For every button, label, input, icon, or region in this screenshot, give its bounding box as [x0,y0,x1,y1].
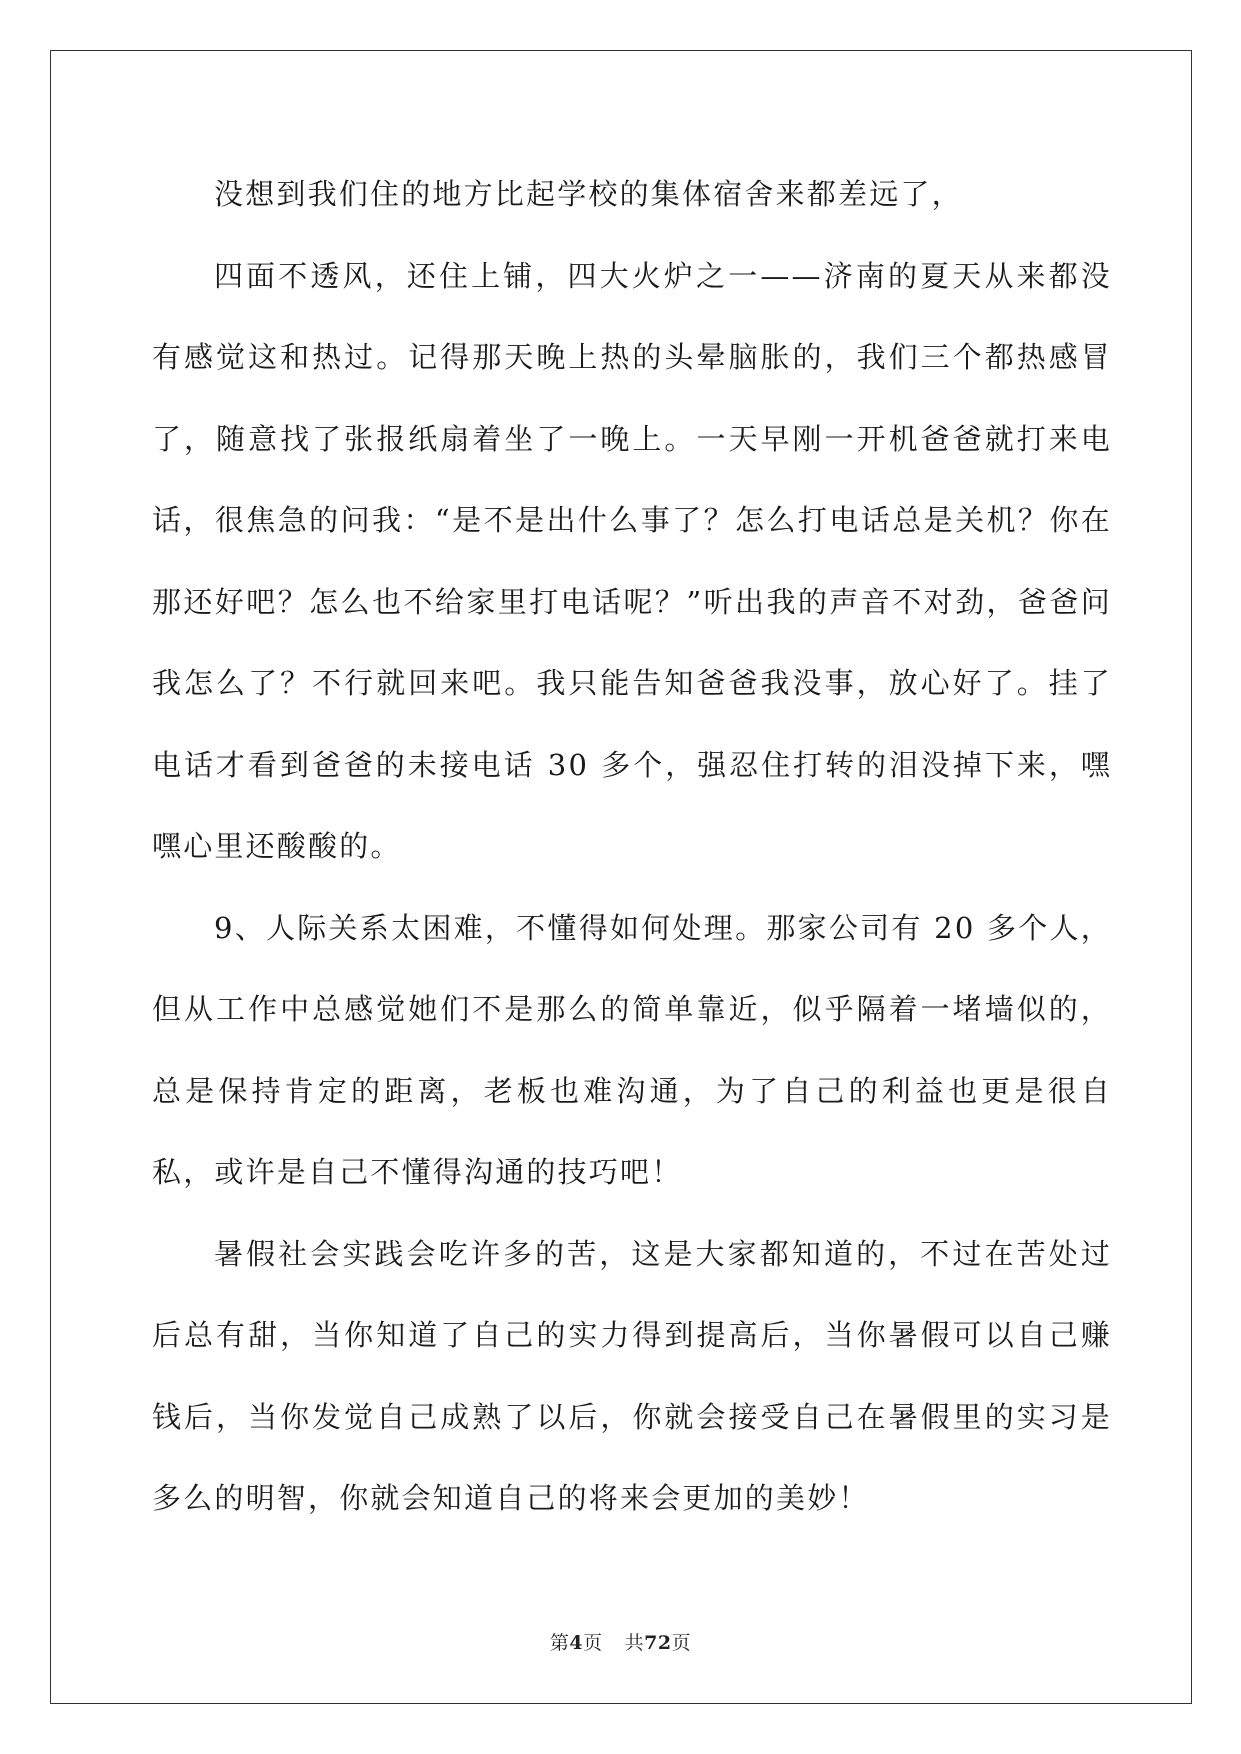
page-prefix: 第 [549,1632,570,1654]
page-suffix: 页 [583,1632,603,1654]
page-number: 4 [569,1632,584,1654]
document-body [152,160,1112,1540]
paragraph-2: 四面不透风，还住上铺，四大火炉之一——济南的夏天从来都没有感觉这和热过。记得那天晚上热的头晕脑胀的，我们三个都热感冒了，随意找了张报纸扇着坐了一晚上。一天早刚一开机爸爸就打来电话，很焦急的问我：“是不是出什么事了？怎么打电话总是关机？你在那还好吧？怎么也不给家里打电话呢？”听出我的声音不对劲，爸爸问我怎么了？不行就回来吧。我只能告知爸爸我没事，放心好了。挂了电话才看到爸爸的未接电话 30 多个，强忍住打转的泪没掉下来，嘿嘿心里还酸酸的。 [152,258,1112,863]
page-footer [0,1628,1241,1655]
total-pages: 72 [644,1632,672,1654]
paragraph-3: 9、人际关系太困难，不懂得如何处理。那家公司有 20 多个人，但从工作中总感觉她们不是那么的简单靠近，似乎隔着一堵墙似的，总是保持肯定的距离，老板也难沟通，为了自己的利益也更是很自私，或许是自己不懂得沟通的技巧吧！ [152,910,1112,1189]
paragraph-4: 暑假社会实践会吃许多的苦，这是大家都知道的，不过在苦处过后总有甜，当你知道了自己的实力得到提高后，当你暑假可以自己赚钱后，当你发觉自己成熟了以后，你就会接受自己在暑假里的实习是多么的明智，你就会知道自己的将来会更加的美妙！ [152,1236,1112,1515]
total-prefix: 共 [624,1632,645,1654]
total-suffix: 页 [671,1632,692,1654]
paragraph-1: 没想到我们住的地方比起学校的集体宿舍来都差远了， [214,177,963,211]
